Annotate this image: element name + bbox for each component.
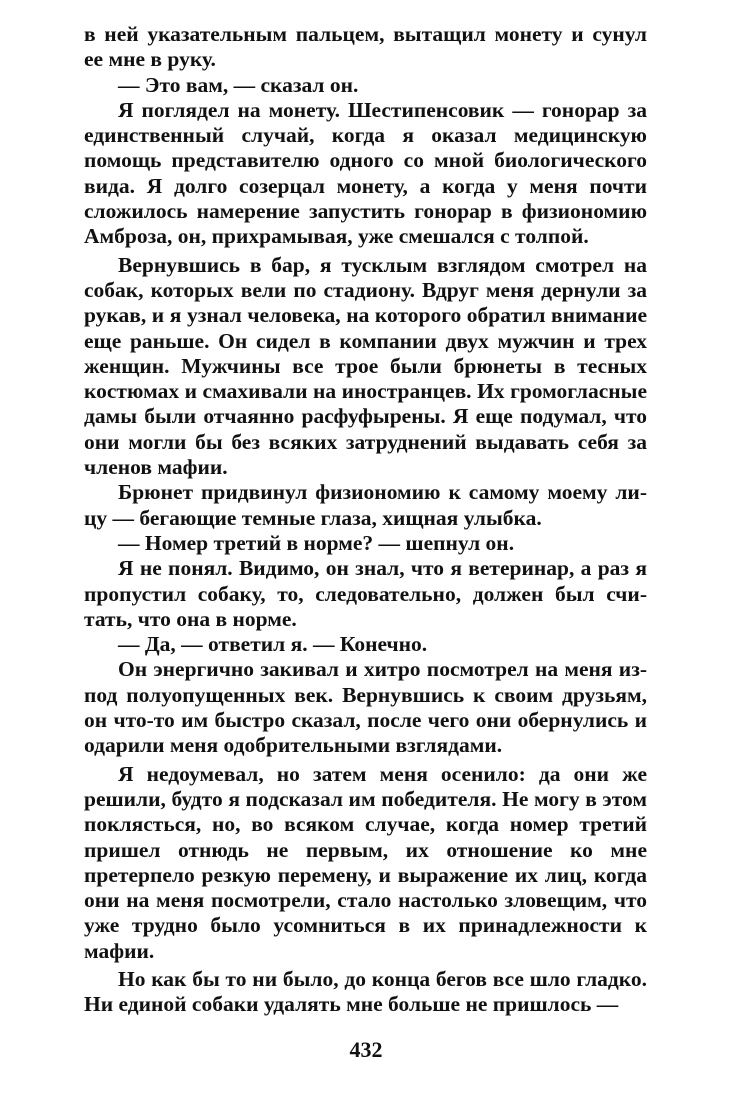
paragraph-7: Я не понял. Видимо, он знал, что я ветеринар, а раз я пропустил собаку, то, следовательно, должен был считать, что она в норме. — [84, 556, 647, 631]
paragraph-10: Я недоумевал, но затем меня осенило: да они же решили, будто я подсказал им победителя. Не могу в этом поклясться, но, во всяком случае, когда номер третий пришел отнюдь не первым, их отношение ко мне претерпело резкую перемену, и выражение их лиц, когда они на меня посмотрели, стало настолько зловещим, что уже трудно было усомниться в их принадлежности к мафии. — [84, 761, 647, 963]
paragraph-3: Я поглядел на монету. Шестипенсовик — гонорар за единственный случай, когда я оказал медицинскую помощь представителю одного со мной биологического вида. Я долго созерцал монету, а когда у меня почти сложилось намерение запустить гонорар в физиономию Амброза, он, прихрамывая, уже смешался с толпой. — [84, 97, 647, 249]
paragraph-2: — Это вам, — сказал он. — [118, 72, 359, 97]
paragraph-11: Но как бы то ни было, до конца бегов все шло гладко. Ни единой собаки удалять мне больше не пришлось — — [84, 966, 647, 1017]
paragraph-8: — Да, — ответил я. — Конечно. — [118, 632, 428, 657]
paragraph-1: в ней указательным пальцем, вытащил монету и сунул ее мне в руку. — [84, 22, 647, 72]
page-text-body — [84, 22, 647, 1018]
paragraph-4: Вернувшись в бар, я тусклым взглядом смотрел на собак, которых вели по стадиону. Вдруг меня дернули за рукав, и я узнал человека, на которого обратил внимание еще раньше. Он сидел в компании двух мужчин и трех женщин. Мужчины все трое были брюнеты в тесных костюмах и смахивали на иностранцев. Их громогласные дамы были отчаянно расфуфырены. Я еще подумал, что они могли бы без всяких затруднений выдавать себя за членов мафии. — [84, 252, 647, 480]
paragraph-5: Брюнет придвинул физиономию к самому моему лицу — бегающие темные глаза, хищная улыбка. — [84, 480, 647, 530]
page-number: 432 — [349, 1037, 383, 1062]
paragraph-9: Он энергично закивал и хитро посмотрел на меня из-под полуопущенных век. Вернувшись к своим друзьям, он что-то им быстро сказал, после чего они обернулись и одарили меня одобрительными взглядами. — [84, 657, 647, 758]
paragraph-6: — Номер третий в норме? — шепнул он. — [118, 530, 515, 555]
